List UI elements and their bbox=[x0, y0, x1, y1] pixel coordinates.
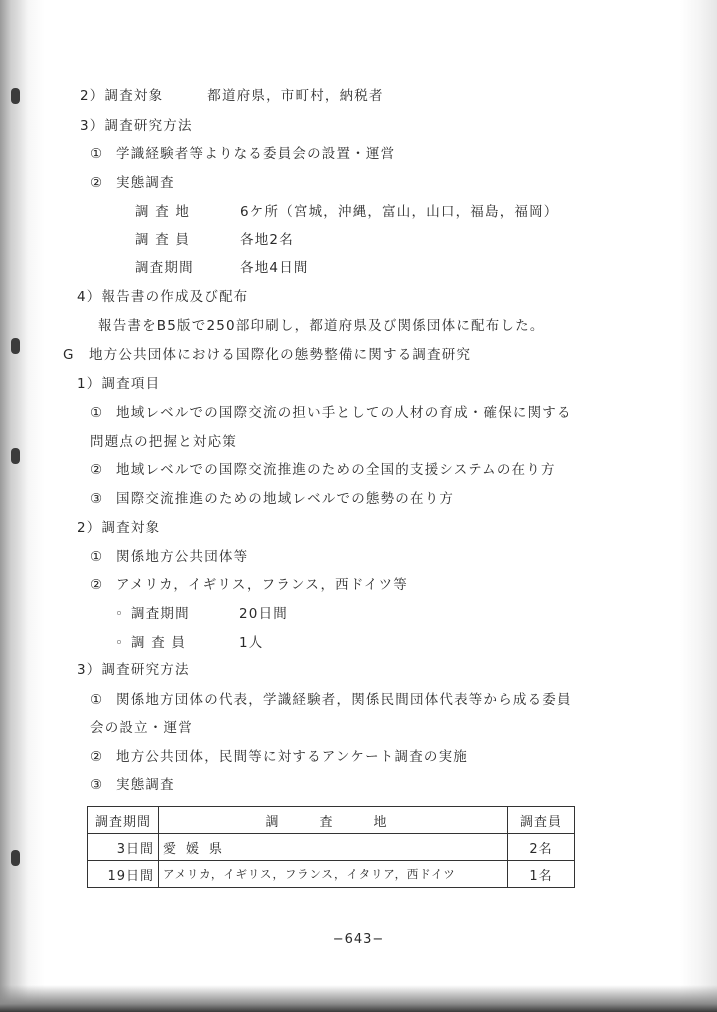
report-heading: 4）報告書の作成及び配布 bbox=[77, 289, 249, 305]
page-number: −643− bbox=[332, 932, 385, 947]
table-cell: アメリカ，イギリス，フランス，イタリア，西ドイツ bbox=[159, 861, 508, 888]
table-cell: 愛媛県 bbox=[159, 834, 508, 861]
item-marker: ③ bbox=[90, 777, 104, 793]
g-method-1-continuation: 会の設立・運営 bbox=[90, 720, 193, 736]
g-method-1 bbox=[90, 691, 572, 709]
item-marker: ② bbox=[90, 577, 104, 593]
table-header-cell: 調査員 bbox=[508, 807, 575, 834]
table-cell: 3日間 bbox=[88, 834, 159, 861]
section-title: 地方公共団体における国際化の態勢整備に関する調査研究 bbox=[89, 347, 472, 363]
g-target-1-text: 関係地方公共団体等 bbox=[116, 549, 249, 565]
binding-hole bbox=[11, 448, 20, 464]
g-item-1-continuation: 問題点の把握と対応策 bbox=[90, 434, 237, 450]
g-item-2 bbox=[90, 461, 556, 479]
g-staff-line bbox=[115, 634, 264, 652]
period-line bbox=[135, 259, 309, 277]
g-target-2 bbox=[90, 576, 408, 594]
method-item-2-text: 実態調査 bbox=[116, 175, 175, 191]
item-marker: ① bbox=[90, 692, 104, 708]
g-method-heading: 3）調査研究方法 bbox=[77, 662, 190, 678]
method-item-1 bbox=[90, 145, 395, 163]
section-letter: G bbox=[63, 347, 75, 363]
item-marker: ① bbox=[90, 405, 104, 421]
g-method-3-text: 実態調査 bbox=[116, 777, 175, 793]
item-marker: ② bbox=[90, 175, 104, 191]
period-value: 各地4日間 bbox=[240, 260, 309, 276]
staff-label: 調 査 員 bbox=[135, 232, 191, 248]
g-period-label: 調査期間 bbox=[131, 606, 190, 622]
g-period-value: 20日間 bbox=[239, 606, 288, 622]
period-label: 調査期間 bbox=[135, 260, 194, 276]
table-row bbox=[88, 834, 575, 861]
bullet-icon: ◦ bbox=[115, 606, 125, 622]
table-row bbox=[88, 861, 575, 888]
method-item-1-text: 学識経験者等よりなる委員会の設置・運営 bbox=[116, 146, 396, 162]
binding-hole bbox=[11, 88, 20, 104]
staff-line bbox=[135, 231, 294, 249]
item-marker: ② bbox=[90, 462, 104, 478]
target-heading: 2）調査対象 bbox=[77, 520, 161, 536]
table-header-cell: 調 査 地 bbox=[159, 807, 508, 834]
table-cell: 19日間 bbox=[88, 861, 159, 888]
item-marker: ② bbox=[90, 749, 104, 765]
site-label: 調 査 地 bbox=[135, 204, 191, 220]
survey-table bbox=[87, 806, 575, 888]
method-item-2 bbox=[90, 174, 175, 192]
staff-value: 各地2名 bbox=[240, 232, 294, 248]
survey-target-heading: 2）調査対象 bbox=[80, 88, 164, 104]
items-heading: 1）調査項目 bbox=[77, 376, 161, 392]
g-method-2-text: 地方公共団体，民間等に対するアンケート調査の実施 bbox=[116, 749, 468, 765]
bottom-shadow bbox=[0, 985, 717, 1012]
g-target-1 bbox=[90, 548, 248, 566]
g-item-1 bbox=[90, 404, 572, 422]
g-period-line bbox=[115, 605, 288, 623]
g-method-2 bbox=[90, 748, 468, 766]
g-staff-label: 調 査 員 bbox=[131, 635, 187, 651]
binding-hole bbox=[11, 850, 20, 866]
report-text: 報告書をB5版で250部印刷し，都道府県及び関係団体に配布した。 bbox=[98, 318, 545, 334]
item-marker: ① bbox=[90, 146, 104, 162]
g-item-3-text: 国際交流推進のための地域レベルでの態勢の在り方 bbox=[116, 491, 455, 507]
table-cell: 1名 bbox=[508, 861, 575, 888]
table-header-cell: 調査期間 bbox=[88, 807, 159, 834]
g-method-3 bbox=[90, 776, 175, 794]
g-item-3 bbox=[90, 490, 454, 508]
item-marker: ① bbox=[90, 549, 104, 565]
g-staff-value: 1人 bbox=[239, 635, 264, 651]
survey-target-line bbox=[80, 87, 384, 105]
survey-target-value: 都道府県，市町村，納税者 bbox=[207, 88, 384, 104]
g-method-1-text: 関係地方団体の代表，学識経験者，関係民間団体代表等から成る委員 bbox=[116, 692, 572, 708]
table-header-row bbox=[88, 807, 575, 834]
section-g-title-line bbox=[63, 346, 471, 364]
item-marker: ③ bbox=[90, 491, 104, 507]
site-value: 6ケ所（宮城，沖縄，富山，山口，福島，福岡） bbox=[240, 204, 559, 220]
binding-hole bbox=[11, 338, 20, 354]
bullet-icon: ◦ bbox=[115, 635, 125, 651]
g-item-2-text: 地域レベルでの国際交流推進のための全国的支援システムの在り方 bbox=[116, 462, 556, 478]
g-target-2-text: アメリカ，イギリス，フランス，西ドイツ等 bbox=[116, 577, 408, 593]
g-item-1-text: 地域レベルでの国際交流の担い手としての人材の育成・確保に関する bbox=[116, 405, 572, 421]
table-cell: 2名 bbox=[508, 834, 575, 861]
site-line bbox=[135, 203, 559, 221]
method-heading: 3）調査研究方法 bbox=[80, 118, 193, 134]
